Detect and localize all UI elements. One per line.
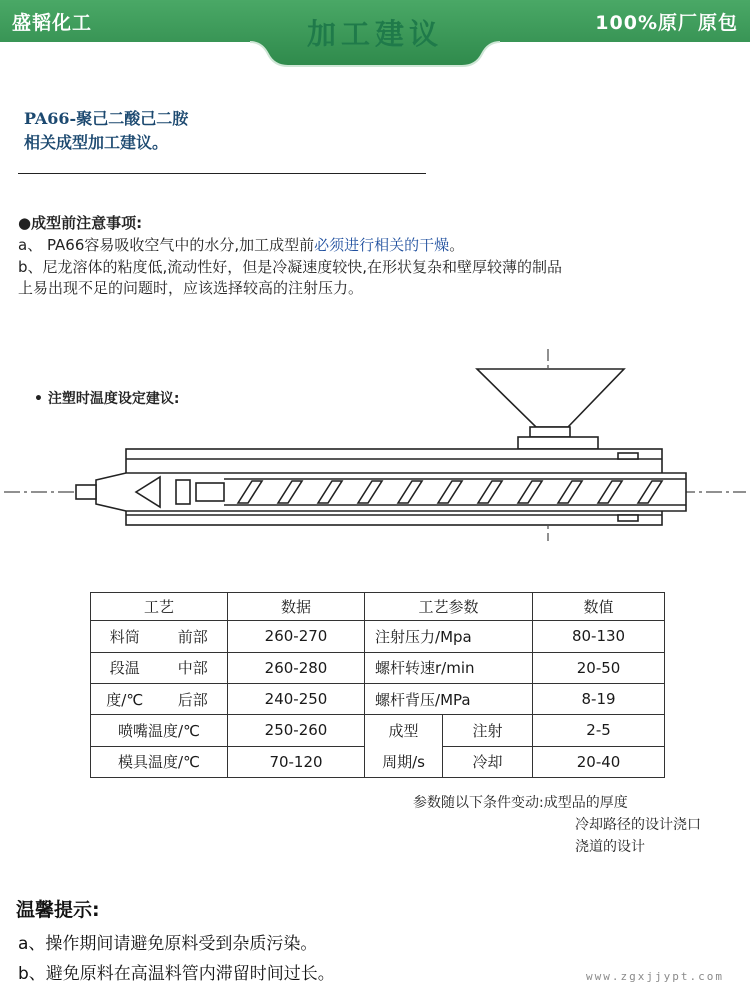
cycle-label: 成型: [365, 715, 443, 746]
barrel-label: 度/℃: [91, 683, 159, 714]
nozzle-label: 喷嘴温度/℃: [91, 715, 228, 746]
note-a-highlight: 必须进行相关的干燥: [314, 236, 450, 254]
note-a-text: a、 PA66容易吸收空气中的水分,加工成型前: [18, 236, 315, 254]
zone-value: 260-270: [228, 621, 365, 652]
param-value: 8-19: [533, 683, 665, 714]
tips-title: 温馨提示:: [16, 899, 100, 921]
table-row: [91, 652, 665, 683]
variation-note-line2: 冷却路径的设计浇口: [575, 817, 701, 833]
cool-value: 20-40: [533, 746, 665, 777]
doc-title-line1: PA66-聚己二酸己二胺: [24, 109, 189, 128]
process-parameter-table: [90, 592, 665, 778]
barrel-label: 段温: [91, 652, 159, 683]
variation-note-line3: 浇道的设计: [575, 839, 645, 855]
note-b-line1: b、尼龙溶体的粘度低,流动性好，但是冷凝速度较快,在形状复杂和壁厚较薄的制品: [18, 258, 563, 276]
zone-value: 240-250: [228, 683, 365, 714]
cool-label: 冷却: [443, 746, 533, 777]
mold-label: 模具温度/℃: [91, 746, 228, 777]
diagram-label: • 注塑时温度设定建议:: [34, 391, 180, 407]
header-value: 数值: [533, 593, 665, 621]
header-process: 工艺: [91, 593, 228, 621]
inject-value: 2-5: [533, 715, 665, 746]
note-a-end: 。: [449, 236, 465, 254]
table-row: [91, 683, 665, 714]
table-row: [91, 715, 665, 746]
variation-note-line1: 参数随以下条件变动:成型品的厚度: [413, 795, 628, 811]
param-value: 80-130: [533, 621, 665, 652]
notes-heading: ●成型前注意事项:: [18, 214, 143, 232]
header-data: 数据: [228, 593, 365, 621]
param-label: 注射压力/Mpa: [365, 621, 533, 652]
param-label: 螺杆转速r/min: [365, 652, 533, 683]
zone-value: 260-280: [228, 652, 365, 683]
zone-label: 前部: [159, 621, 228, 652]
nozzle-value: 250-260: [228, 715, 365, 746]
table-row: [91, 621, 665, 652]
table-row: [91, 746, 665, 777]
note-a: [18, 234, 464, 255]
injection-screw-diagram: [0, 345, 750, 545]
tip-b: b、避免原料在高温料管内滞留时间过长。: [18, 964, 335, 984]
header-params: 工艺参数: [365, 593, 533, 621]
mold-value: 70-120: [228, 746, 365, 777]
param-value: 20-50: [533, 652, 665, 683]
tagline: 100%原厂原包: [595, 12, 738, 34]
inject-label: 注射: [443, 715, 533, 746]
cycle-label: 周期/s: [365, 746, 443, 777]
zone-label: 后部: [159, 683, 228, 714]
doc-title-line2: 相关成型加工建议。: [24, 133, 169, 152]
table-header-row: [91, 593, 665, 621]
tip-a: a、操作期间请避免原料受到杂质污染。: [18, 934, 318, 954]
barrel-label: 料筒: [91, 621, 159, 652]
title-divider: [18, 173, 426, 174]
brand-name: 盛韬化工: [12, 12, 93, 34]
note-b-line2: 上易出现不足的问题时，应该选择较高的注射压力。: [18, 279, 364, 297]
page-title: 加工建议: [306, 17, 443, 51]
zone-label: 中部: [159, 652, 228, 683]
watermark: www.zgxjjypt.com: [586, 970, 724, 983]
param-label: 螺杆背压/MPa: [365, 683, 533, 714]
